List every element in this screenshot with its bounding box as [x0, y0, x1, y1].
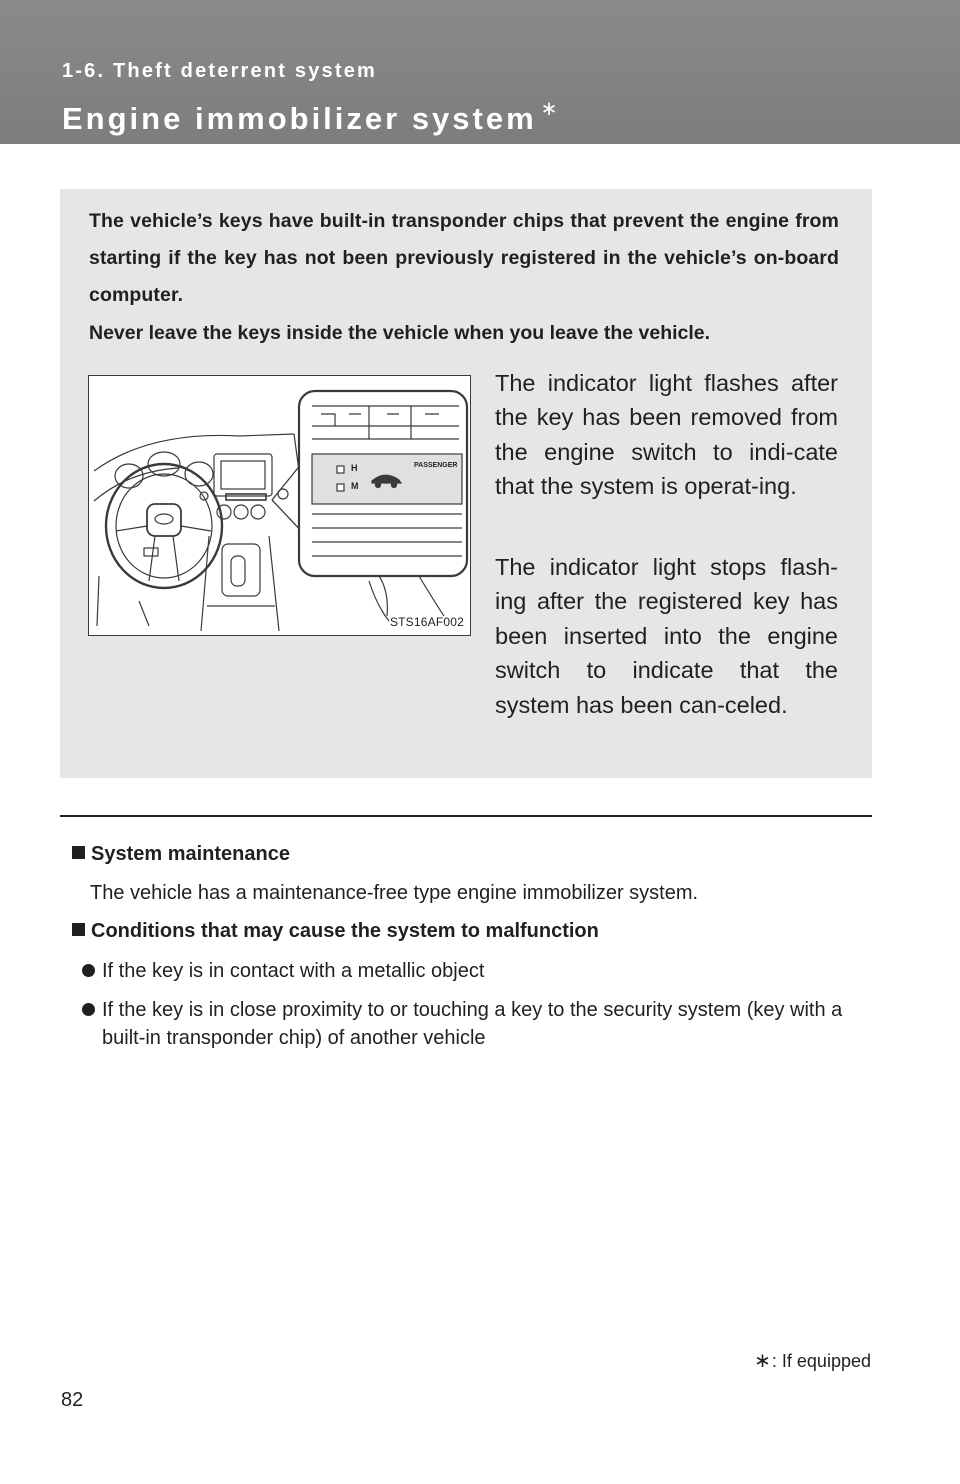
- section-title: 1-6. Theft deterrent system: [62, 60, 378, 82]
- if-equipped-mark: ∗: [540, 98, 561, 120]
- maintenance-text: The vehicle has a maintenance-free type engine immobilizer system.: [90, 882, 699, 904]
- footnote-mark: ∗: [754, 1350, 771, 1372]
- section-divider: [60, 815, 872, 817]
- callout-label-passenger: PASSENGER: [414, 462, 458, 469]
- round-bullet-icon: [82, 1003, 95, 1016]
- condition-item-text: If the key is in contact with a metallic object: [102, 960, 485, 982]
- callout-label-m: M: [351, 481, 359, 491]
- footnote-text: : If equipped: [771, 1351, 871, 1371]
- intro-paragraph: The vehicle’s keys have built-in transponder chips that prevent the engine from starting if the key has not been previously registered in the vehicle’s on-board computer.: [89, 210, 839, 306]
- intro-warning: Never leave the keys inside the vehicle when you leave the vehicle.: [89, 322, 711, 344]
- footnote: [754, 1348, 871, 1373]
- conditions-heading: [72, 920, 599, 943]
- dashboard-illustration: [88, 375, 471, 636]
- callout-label-h: H: [351, 463, 358, 473]
- figure-code: STS16AF002: [389, 615, 464, 629]
- maintenance-heading-text: System maintenance: [91, 843, 290, 865]
- page-title: [62, 96, 560, 137]
- square-bullet-icon: [72, 923, 85, 936]
- dashboard-drawing: [89, 376, 470, 635]
- condition-item: [82, 957, 872, 985]
- square-bullet-icon: [72, 846, 85, 859]
- page-header: [0, 0, 960, 144]
- condition-item: [82, 996, 872, 1052]
- page-title-text: Engine immobilizer system: [62, 101, 537, 136]
- page-number: 82: [61, 1389, 84, 1411]
- maintenance-heading: [72, 843, 290, 866]
- round-bullet-icon: [82, 964, 95, 977]
- conditions-heading-text: Conditions that may cause the system to malfunction: [91, 920, 599, 942]
- condition-item-text: If the key is in close proximity to or touching a key to the security system (key with a built-in transponder chip) of another vehicle: [102, 999, 843, 1049]
- indicator-flash-description: The indicator light flashes after the key has been removed from the engine switch to indi-cate that the system is operat-ing.: [495, 370, 838, 500]
- indicator-stop-description: The indicator light stops flash-ing after the registered key has been inserted into the engine switch to indicate that the system has been can-celed.: [495, 554, 838, 718]
